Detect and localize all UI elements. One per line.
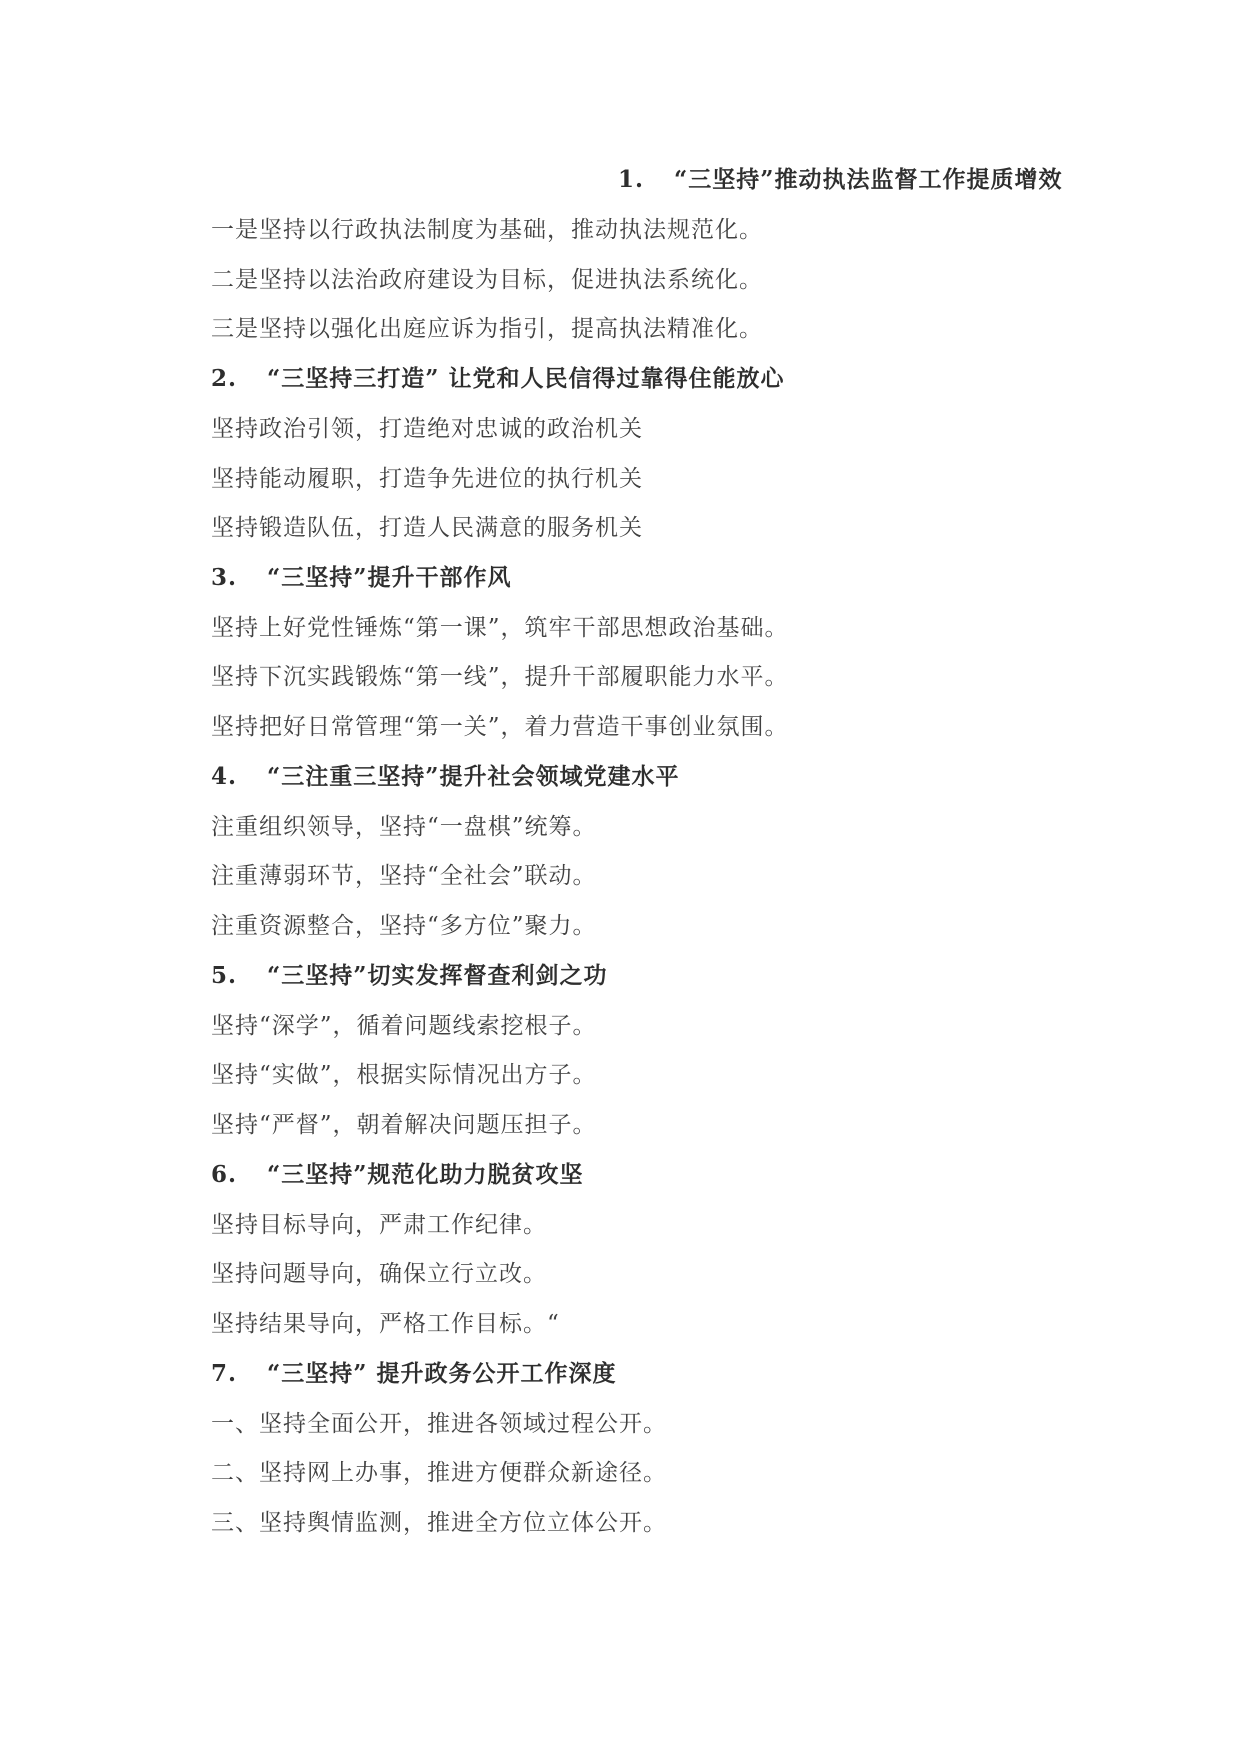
section-item: 三、坚持舆情监测，推进全方位立体公开。	[211, 1510, 667, 1536]
section-item: 二是坚持以法治政府建设为目标，促进执法系统化。	[211, 267, 763, 293]
section-number: 6.	[211, 1161, 238, 1188]
section-item: 二、坚持网上办事，推进方便群众新途径。	[211, 1460, 667, 1486]
section-item: 坚持把好日常管理“第一关”，着力营造干事创业氛围。	[211, 714, 789, 740]
section-number: 7.	[211, 1360, 238, 1387]
section-heading	[211, 563, 511, 593]
section-item: 坚持结果导向，严格工作目标。“	[211, 1311, 560, 1337]
section-number: 4.	[211, 763, 238, 790]
section-item: 三是坚持以强化出庭应诉为指引，提高执法精准化。	[211, 316, 763, 342]
section-title: “三坚持”提升干部作风	[267, 564, 512, 591]
section-item: 坚持政治引领，打造绝对忠诚的政治机关	[211, 416, 643, 442]
section-item: 坚持问题导向，确保立行立改。	[211, 1261, 547, 1287]
section-title: “三坚持”推动执法监督工作提质增效	[674, 166, 1063, 193]
section-item: 坚持锻造队伍，打造人民满意的服务机关	[211, 515, 643, 541]
section-heading	[211, 961, 607, 991]
section-item: 坚持“实做”，根据实际情况出方子。	[211, 1062, 597, 1088]
section-heading	[211, 1160, 583, 1190]
section-title: “三坚持” 提升政务公开工作深度	[267, 1360, 617, 1387]
section-item: 坚持上好党性锤炼“第一课”，筑牢干部思想政治基础。	[211, 615, 789, 641]
section-item: 一、坚持全面公开，推进各领域过程公开。	[211, 1411, 667, 1437]
section-item: 坚持目标导向，严肃工作纪律。	[211, 1212, 547, 1238]
section-item: 坚持能动履职，打造争先进位的执行机关	[211, 466, 643, 492]
section-item: 坚持下沉实践锻炼“第一线”，提升干部履职能力水平。	[211, 664, 789, 690]
section-heading	[211, 1359, 616, 1389]
section-title: “三坚持”切实发挥督查利剑之功	[267, 962, 608, 989]
section-heading	[618, 165, 1062, 195]
section-item: 注重资源整合，坚持“多方位”聚力。	[211, 913, 597, 939]
section-number: 2.	[211, 365, 238, 392]
section-item: 注重薄弱环节，坚持“全社会”联动。	[211, 863, 597, 889]
section-number: 3.	[211, 564, 238, 591]
section-title: “三坚持三打造” 让党和人民信得过靠得住能放心	[267, 365, 785, 392]
section-title: “三坚持”规范化助力脱贫攻坚	[267, 1161, 584, 1188]
section-title: “三注重三坚持”提升社会领域党建水平	[267, 763, 680, 790]
section-item: 注重组织领导，坚持“一盘棋”统筹。	[211, 814, 597, 840]
section-item: 坚持“严督”，朝着解决问题压担子。	[211, 1112, 597, 1138]
section-item: 坚持“深学”，循着问题线索挖根子。	[211, 1013, 597, 1039]
section-number: 5.	[211, 962, 238, 989]
section-heading	[211, 364, 784, 394]
section-heading	[211, 762, 679, 792]
section-number: 1.	[618, 166, 645, 193]
section-item: 一是坚持以行政执法制度为基础，推动执法规范化。	[211, 217, 763, 243]
